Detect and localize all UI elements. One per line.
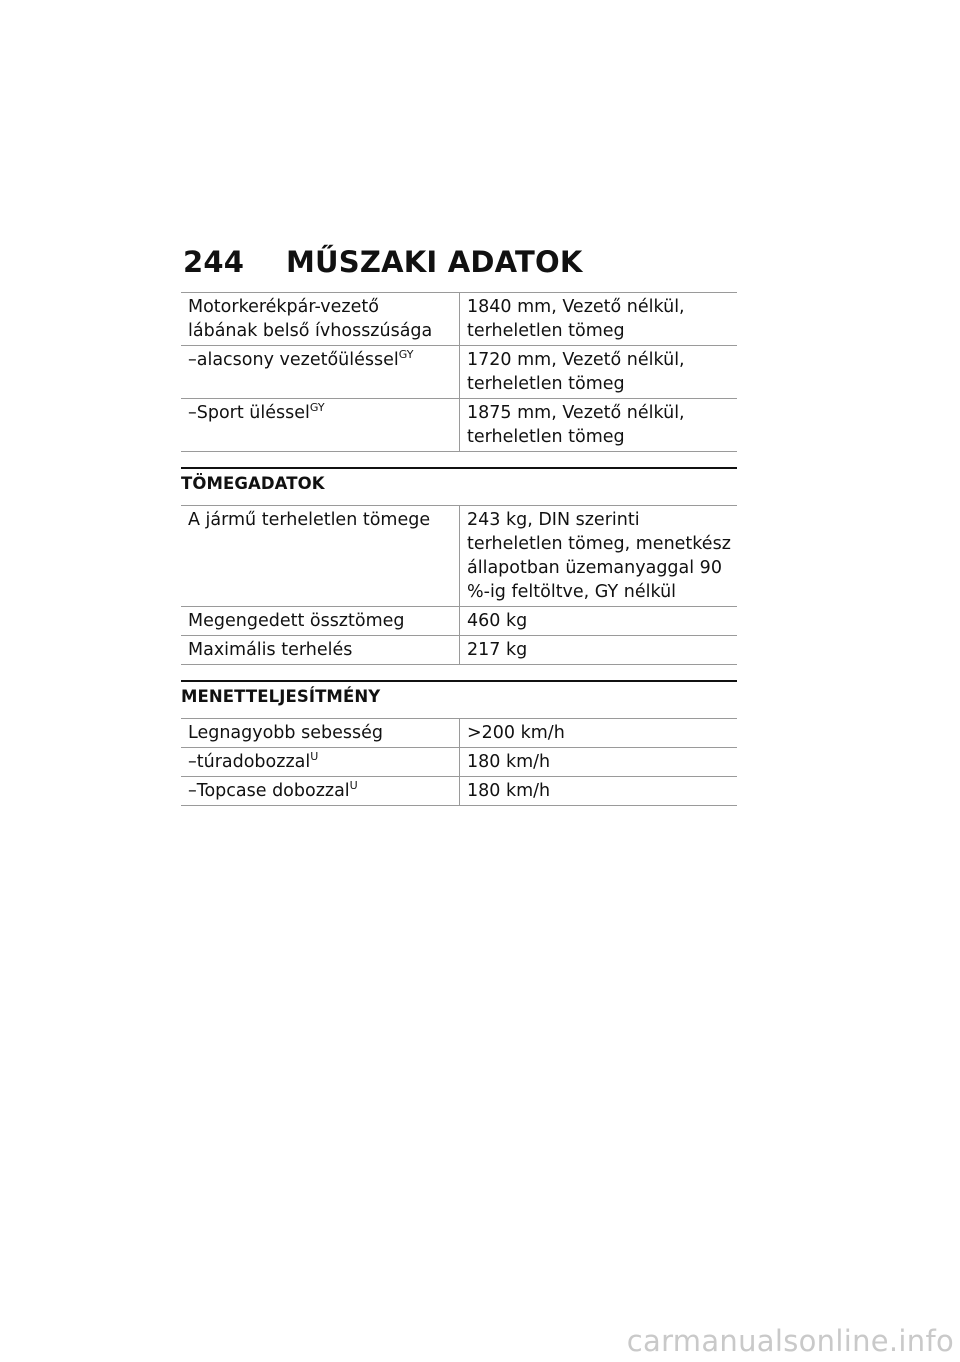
footnote-marker: GY <box>309 401 325 414</box>
spec-label: –Sport üléssel$^{GY}$ <box>181 399 460 452</box>
spec-label: –Topcase dobozzal$^U$ <box>181 777 460 806</box>
footnote-marker: U <box>349 779 358 792</box>
page-number: 244 <box>183 245 245 279</box>
table-row <box>181 777 737 806</box>
spec-label: Motorkerékpár-vezető lábának belső ívhosszúsága <box>181 293 460 346</box>
performance-table <box>181 718 737 806</box>
spec-label: A jármű terheletlen tömege <box>181 506 460 607</box>
spec-content <box>181 292 737 806</box>
spec-value: 243 kg, DIN szerinti terheletlen tömeg, menetkész állapotban üzemanyaggal 90 %-ig feltöltve, GY nélkül <box>460 506 738 607</box>
footnote-marker: U <box>310 750 319 763</box>
table-row <box>181 293 737 346</box>
table-row <box>181 346 737 399</box>
section-heading-performance: MENETTELJESÍTMÉNY <box>181 680 737 718</box>
page-header <box>183 242 583 282</box>
section-heading-weight: TÖMEGADATOK <box>181 467 737 505</box>
table-row <box>181 607 737 636</box>
spec-label: Megengedett össztömeg <box>181 607 460 636</box>
spec-label: Maximális terhelés <box>181 636 460 665</box>
spec-value: 180 km/h <box>460 777 738 806</box>
table-row <box>181 506 737 607</box>
table-row <box>181 399 737 452</box>
dimensions-table <box>181 292 737 452</box>
spec-value: 1720 mm, Vezető nélkül, terheletlen tömeg <box>460 346 738 399</box>
spec-value: 460 kg <box>460 607 738 636</box>
footnote-marker: GY <box>398 348 414 361</box>
spec-value: 180 km/h <box>460 748 738 777</box>
spec-value: >200 km/h <box>460 719 738 748</box>
spec-label: –túradobozzal$^U$ <box>181 748 460 777</box>
table-row <box>181 636 737 665</box>
spec-label: Legnagyobb sebesség <box>181 719 460 748</box>
spec-label: –alacsony vezetőüléssel$^{GY}$ <box>181 346 460 399</box>
watermark: carmanualsonline.info <box>626 1324 954 1358</box>
chapter-title: MŰSZAKI ADATOK <box>286 245 583 279</box>
table-row <box>181 748 737 777</box>
weight-table <box>181 505 737 665</box>
spec-value: 1875 mm, Vezető nélkül, terheletlen tömeg <box>460 399 738 452</box>
spec-value: 1840 mm, Vezető nélkül, terheletlen tömeg <box>460 293 738 346</box>
spec-value: 217 kg <box>460 636 738 665</box>
table-row <box>181 719 737 748</box>
